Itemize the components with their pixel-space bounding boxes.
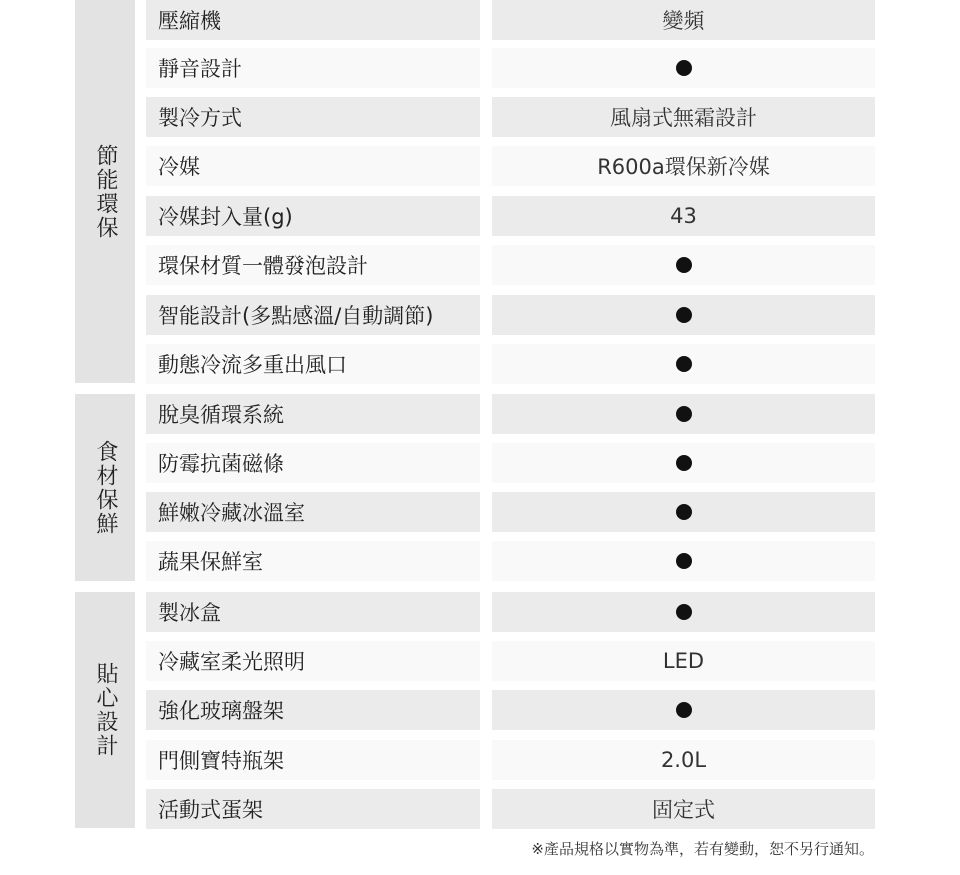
filled-dot-icon	[676, 406, 692, 422]
filled-dot-icon	[676, 356, 692, 372]
category-energy	[75, 0, 135, 383]
spec-label: 防霉抗菌磁條	[146, 443, 480, 483]
spec-value: R600a環保新冷媒	[492, 146, 875, 186]
spec-row-ice-tray	[146, 592, 875, 632]
spec-label: 靜音設計	[146, 48, 480, 88]
filled-dot-icon	[676, 455, 692, 471]
filled-dot-icon	[676, 257, 692, 273]
filled-dot-icon	[676, 60, 692, 76]
spec-row-glass-shelf	[146, 690, 875, 730]
spec-label: 脫臭循環系統	[146, 394, 480, 434]
spec-label: 環保材質一體發泡設計	[146, 245, 480, 285]
spec-row-lighting	[146, 641, 875, 681]
spec-label: 製冷方式	[146, 97, 480, 137]
spec-row-eco-foam	[146, 245, 875, 285]
spec-row-deodor	[146, 394, 875, 434]
spec-value	[492, 394, 875, 434]
spec-value	[492, 295, 875, 335]
spec-label: 冷媒	[146, 146, 480, 186]
spec-value: 43	[492, 196, 875, 236]
spec-value	[492, 690, 875, 730]
spec-value: LED	[492, 641, 875, 681]
spec-value	[492, 344, 875, 384]
footnote: ※產品規格以實物為準，若有變動，恕不另行通知。	[531, 840, 874, 858]
spec-value	[492, 48, 875, 88]
spec-label: 動態冷流多重出風口	[146, 344, 480, 384]
category-freshness-label: 食材保鮮	[93, 439, 118, 536]
spec-label: 智能設計(多點感溫/自動調節)	[146, 295, 480, 335]
spec-row-refrigerant-amount	[146, 196, 875, 236]
spec-label: 冷藏室柔光照明	[146, 641, 480, 681]
filled-dot-icon	[676, 702, 692, 718]
spec-row-gasket	[146, 443, 875, 483]
category-design	[75, 592, 135, 828]
spec-value: 2.0L	[492, 740, 875, 780]
spec-row-crisper	[146, 541, 875, 581]
spec-label: 活動式蛋架	[146, 789, 480, 829]
spec-label: 門側寶特瓶架	[146, 740, 480, 780]
spec-label: 冷媒封入量(g)	[146, 196, 480, 236]
filled-dot-icon	[676, 307, 692, 323]
spec-value	[492, 443, 875, 483]
spec-value: 固定式	[492, 789, 875, 829]
spec-value	[492, 245, 875, 285]
spec-label: 鮮嫩冷藏冰溫室	[146, 492, 480, 532]
spec-label: 強化玻璃盤架	[146, 690, 480, 730]
category-freshness	[75, 394, 135, 581]
category-energy-label: 節能環保	[93, 143, 118, 240]
spec-row-refrigerant	[146, 146, 875, 186]
spec-label: 蔬果保鮮室	[146, 541, 480, 581]
spec-row-silent	[146, 48, 875, 88]
spec-row-egg-rack	[146, 789, 875, 829]
spec-row-compressor	[146, 0, 875, 40]
spec-row-smart	[146, 295, 875, 335]
spec-label: 壓縮機	[146, 0, 480, 40]
spec-label: 製冰盒	[146, 592, 480, 632]
spec-value: 風扇式無霜設計	[492, 97, 875, 137]
category-design-label: 貼心設計	[93, 662, 118, 758]
filled-dot-icon	[676, 553, 692, 569]
spec-value: 變頻	[492, 0, 875, 40]
filled-dot-icon	[676, 504, 692, 520]
spec-row-cooling	[146, 97, 875, 137]
spec-row-airflow	[146, 344, 875, 384]
spec-row-chill-room	[146, 492, 875, 532]
spec-value	[492, 541, 875, 581]
spec-row-bottle-rack	[146, 740, 875, 780]
filled-dot-icon	[676, 604, 692, 620]
spec-value	[492, 492, 875, 532]
spec-value	[492, 592, 875, 632]
